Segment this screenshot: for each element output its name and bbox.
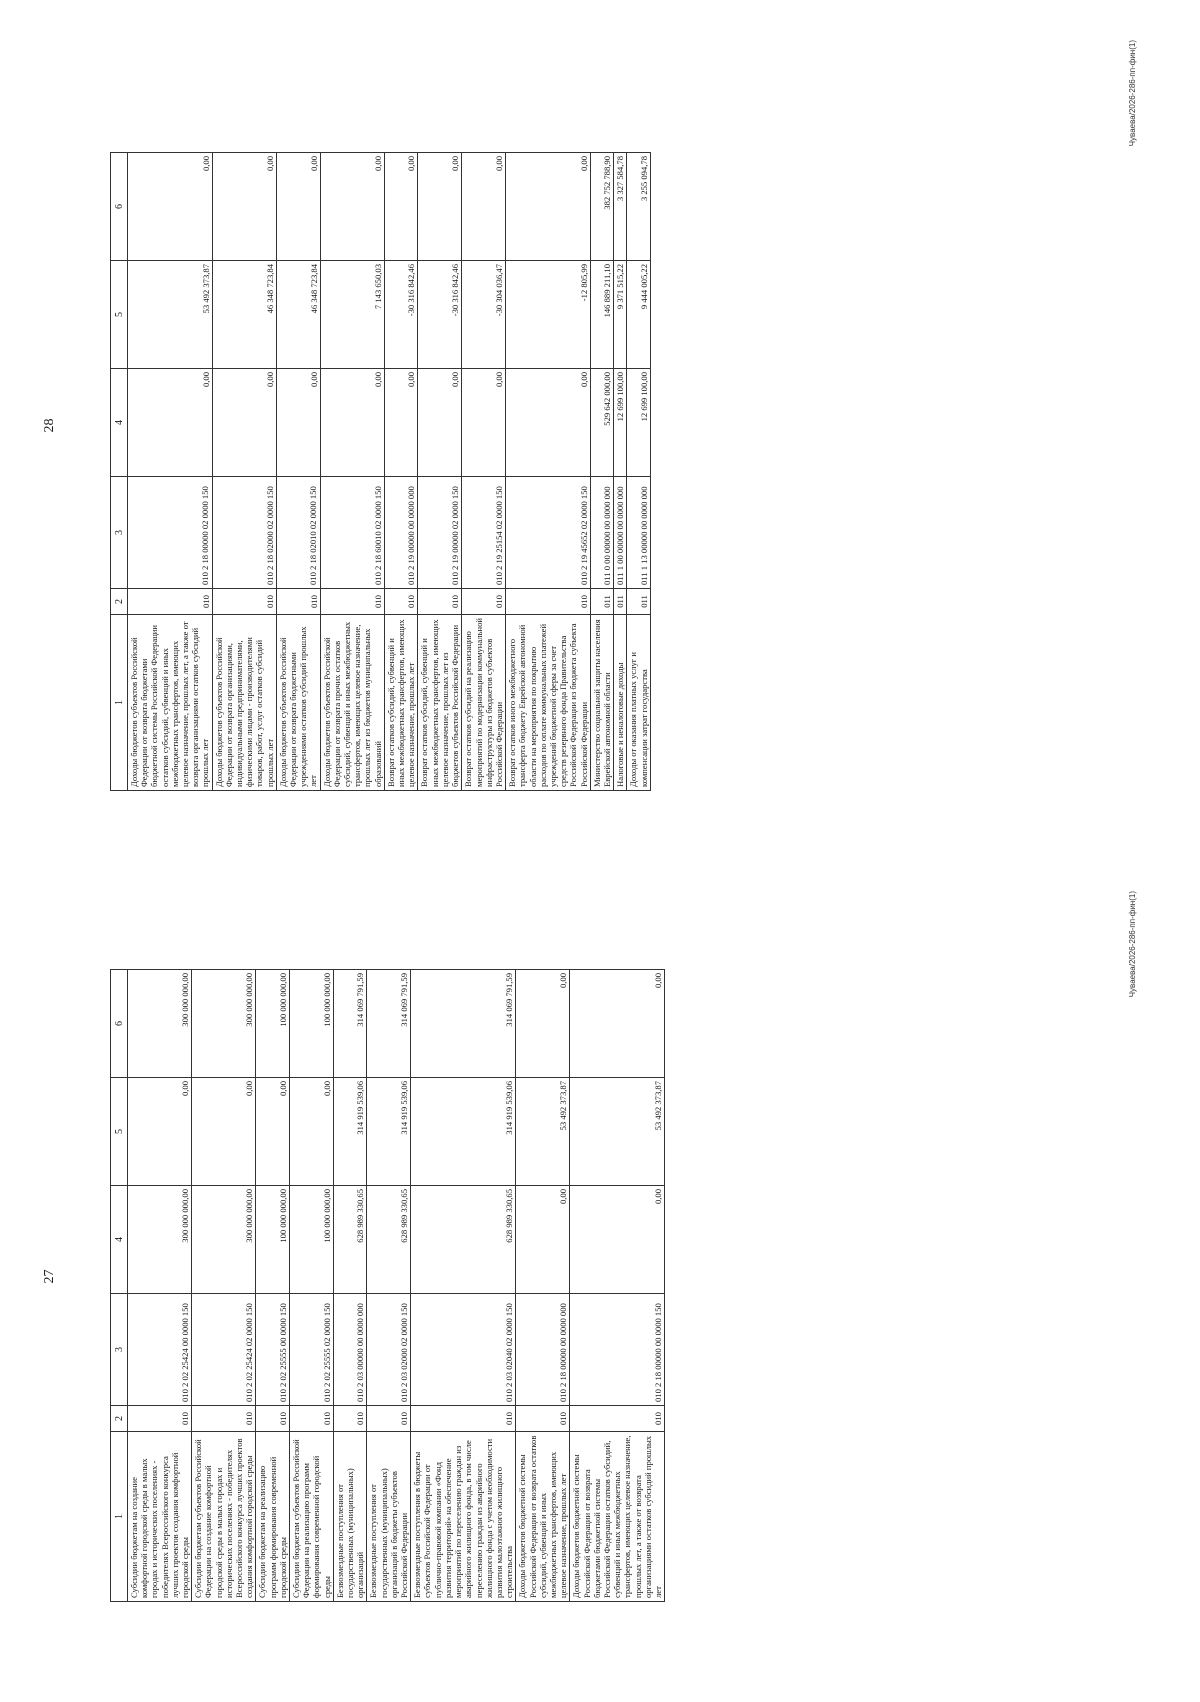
amount-col5: 46 348 723,84 xyxy=(212,261,276,369)
column-header: 4 xyxy=(111,369,128,477)
revenue-table xyxy=(110,152,651,791)
amount-col4: 100 000 000,00 xyxy=(256,1186,290,1294)
amount-col6: 314 069 791,59 xyxy=(333,970,367,1078)
table-row xyxy=(627,153,650,791)
amount-col5: 9 444 005,22 xyxy=(627,261,650,369)
classification-code: 010 2 19 45652 02 0000 150 xyxy=(506,477,591,589)
page-number: 28 xyxy=(42,418,57,433)
revenue-name: Субсидии бюджетам на реализацию программ формирования современной городской среды xyxy=(256,1432,290,1602)
classification-code: 010 2 03 02040 02 0000 150 xyxy=(411,1294,516,1406)
page-number: 27 xyxy=(42,1269,57,1284)
amount-col6: 300 000 000,00 xyxy=(128,970,192,1078)
revenue-name: Доходы бюджетов субъектов Российской Федерации от возврата прочих остатков субсидий, субвенций и иных межбюджетных трансфертов, имеющих целевое назначение, прошлых лет из бюджетов муниципальных образований xyxy=(320,615,384,791)
column-header: 3 xyxy=(111,1294,128,1406)
amount-col6: 100 000 000,00 xyxy=(256,970,290,1078)
admin-code: 010 xyxy=(367,1406,411,1432)
classification-code: 010 2 19 00000 00 0000 000 xyxy=(384,477,418,589)
admin-code: 011 xyxy=(614,589,627,615)
amount-col4: 0,00 xyxy=(212,369,276,477)
admin-code: 010 xyxy=(276,589,320,615)
table-row xyxy=(614,153,627,791)
amount-col5: -30 316 842,46 xyxy=(384,261,418,369)
column-header: 2 xyxy=(111,589,128,615)
amount-col6: 3 327 584,78 xyxy=(614,153,627,261)
column-header: 5 xyxy=(111,261,128,369)
classification-code: 010 2 03 00000 00 0000 000 xyxy=(333,1294,367,1406)
revenue-name: Доходы бюджетов субъектов Российской Федерации от возврата организациями, индивидуальными предпринимателями, физическими лицами - производителями товаров, работ, услуг остатков субсидий прошлых лет xyxy=(212,615,276,791)
admin-code: 010 xyxy=(290,1406,334,1432)
page-footer: Чуваева/2026-286-пп-фин(1) xyxy=(1128,891,1137,998)
table-row xyxy=(276,153,320,791)
revenue-name: Субсидии бюджетам субъектов Российской Федерации на реализацию программ формирования современной городской среды xyxy=(290,1432,334,1602)
amount-col5: 53 492 373,87 xyxy=(570,1078,665,1186)
amount-col4: 0,00 xyxy=(506,369,591,477)
amount-col6: 300 000 000,00 xyxy=(192,970,256,1078)
amount-col4: 0,00 xyxy=(570,1186,665,1294)
revenue-name: Возврат остатков субсидий, субвенций и иных межбюджетных трансфертов, имеющих целевое назначение, прошлых лет xyxy=(384,615,418,791)
classification-code: 010 2 02 25555 02 0000 150 xyxy=(290,1294,334,1406)
amount-col4: 0,00 xyxy=(418,369,462,477)
amount-col5: 7 143 650,03 xyxy=(320,261,384,369)
amount-col6: 0,00 xyxy=(212,153,276,261)
amount-col4: 12 699 100,00 xyxy=(627,369,650,477)
amount-col5: 0,00 xyxy=(192,1078,256,1186)
amount-col5: 314 919 539,06 xyxy=(333,1078,367,1186)
admin-code: 010 xyxy=(506,589,591,615)
amount-col5: 46 348 723,84 xyxy=(276,261,320,369)
revenue-name: Безвозмездные поступления от государственных (муниципальных) организаций xyxy=(333,1432,367,1602)
classification-code: 010 2 19 00000 02 0000 150 xyxy=(418,477,462,589)
classification-code: 010 2 18 60010 02 0000 150 xyxy=(320,477,384,589)
amount-col5: 53 492 373,87 xyxy=(516,1078,570,1186)
amount-col5: 0,00 xyxy=(128,1078,192,1186)
amount-col6: 0,00 xyxy=(570,970,665,1078)
amount-col6: 0,00 xyxy=(276,153,320,261)
revenue-name: Субсидии бюджетам субъектов Российской Федерации на создание комфортной городской среды в малых городах и исторических поселениях - победителях Всероссийского конкурса лучших проектов создания комфортной городской среды xyxy=(192,1432,256,1602)
amount-col4: 628 989 330,65 xyxy=(411,1186,516,1294)
amount-col6: 314 069 791,59 xyxy=(367,970,411,1078)
admin-code: 010 xyxy=(320,589,384,615)
classification-code: 011 0 00 00000 00 0000 000 xyxy=(590,477,613,589)
amount-col4: 0,00 xyxy=(128,369,213,477)
amount-col4: 0,00 xyxy=(384,369,418,477)
amount-col6: 100 000 000,00 xyxy=(290,970,334,1078)
revenue-name: Безвозмездные поступления в бюджеты субъектов Российской Федерации от публично-правовой компании «Фонд развития территорий» на обеспечение мероприятий по переселению граждан из аварийного жилищного фонда, в том числе переселению граждан из аварийного жилищного фонда с учетом необходимости развития малоэтажного жилищного строительства xyxy=(411,1432,516,1602)
revenue-name: Доходы бюджетов бюджетной системы Российской Федерации от возврата бюджетами бюджетной системы Российской Федерации остатков субсидий, субвенций и иных межбюджетных трансфертов, имеющих целевое назначение, прошлых лет, а также от возврата организациями остатков субсидий прошлых лет xyxy=(570,1432,665,1602)
classification-code: 010 2 02 25424 02 0000 150 xyxy=(192,1294,256,1406)
classification-code: 010 2 18 00000 02 0000 150 xyxy=(128,477,213,589)
column-header: 6 xyxy=(111,153,128,261)
amount-col6: 314 069 791,59 xyxy=(411,970,516,1078)
revenue-name: Возврат остатков субсидий на реализацию мероприятий по модернизации коммунальной инфраструктуры из бюджетов субъектов Российской Федерации xyxy=(462,615,506,791)
table-row xyxy=(411,970,516,1602)
admin-code: 010 xyxy=(128,1406,192,1432)
table-row xyxy=(462,153,506,791)
table-row xyxy=(192,970,256,1602)
amount-col6: 382 752 788,90 xyxy=(590,153,613,261)
revenue-name: Субсидии бюджетам на создание комфортной городской среды в малых городах и исторических поселениях - победителях Всероссийского конкурса лучших проектов создания комфортной городской среды xyxy=(128,1432,192,1602)
amount-col5: -30 316 842,46 xyxy=(418,261,462,369)
table-row xyxy=(516,970,570,1602)
admin-code: 010 xyxy=(128,589,213,615)
page-27 xyxy=(0,851,1200,1702)
amount-col4: 100 000 000,00 xyxy=(290,1186,334,1294)
table-row xyxy=(590,153,613,791)
amount-col5: 0,00 xyxy=(256,1078,290,1186)
column-header: 5 xyxy=(111,1078,128,1186)
amount-col6: 0,00 xyxy=(506,153,591,261)
table-row xyxy=(290,970,334,1602)
table-row xyxy=(570,970,665,1602)
revenue-name: Доходы бюджетов субъектов Российской Федерации от возврата бюджетами бюджетной системы Российской Федерации остатков субсидий, субвенций и иных межбюджетных трансфертов, имеющих целевое назначение, прошлых лет, а также от возврата организациями остатков субсидий прошлых лет xyxy=(128,615,213,791)
column-number-row xyxy=(111,153,128,791)
revenue-name: Министерство социальной защиты населения Еврейской автономной области xyxy=(590,615,613,791)
revenue-name: Доходы бюджетов субъектов Российской Федерации от возврата бюджетными учреждениями остатков субсидий прошлых лет xyxy=(276,615,320,791)
amount-col5: 146 889 211,10 xyxy=(590,261,613,369)
amount-col4: 12 699 100,00 xyxy=(614,369,627,477)
revenue-name: Безвозмездные поступления от государственных (муниципальных) организаций в бюджеты субъектов Российской Федерации xyxy=(367,1432,411,1602)
column-header: 1 xyxy=(111,615,128,791)
amount-col5: 9 371 515,22 xyxy=(614,261,627,369)
amount-col4: 0,00 xyxy=(320,369,384,477)
column-header: 6 xyxy=(111,970,128,1078)
table-row xyxy=(128,970,192,1602)
classification-code: 010 2 18 00000 00 0000 000 xyxy=(516,1294,570,1406)
admin-code: 010 xyxy=(411,1406,516,1432)
classification-code: 010 2 18 02000 02 0000 150 xyxy=(212,477,276,589)
admin-code: 010 xyxy=(462,589,506,615)
revenue-name: Налоговые и неналоговые доходы xyxy=(614,615,627,791)
amount-col6: 0,00 xyxy=(418,153,462,261)
classification-code: 011 1 13 00000 00 0000 000 xyxy=(627,477,650,589)
amount-col5: 314 919 539,06 xyxy=(367,1078,411,1186)
amount-col5: 53 492 373,87 xyxy=(128,261,213,369)
classification-code: 010 2 18 02010 02 0000 150 xyxy=(276,477,320,589)
amount-col6: 0,00 xyxy=(384,153,418,261)
amount-col4: 300 000 000,00 xyxy=(192,1186,256,1294)
amount-col6: 0,00 xyxy=(516,970,570,1078)
table-row xyxy=(506,153,591,791)
classification-code: 010 2 19 25154 02 0000 150 xyxy=(462,477,506,589)
table-row xyxy=(367,970,411,1602)
table-row xyxy=(256,970,290,1602)
table-row xyxy=(320,153,384,791)
amount-col4: 529 642 000,00 xyxy=(590,369,613,477)
classification-code: 011 1 00 00000 00 0000 000 xyxy=(614,477,627,589)
amount-col6: 0,00 xyxy=(128,153,213,261)
amount-col5: -30 304 036,47 xyxy=(462,261,506,369)
admin-code: 010 xyxy=(570,1406,665,1432)
classification-code: 010 2 18 00000 00 0000 150 xyxy=(570,1294,665,1406)
page-footer: Чуваева/2026-286-пп-фин(1) xyxy=(1128,40,1137,147)
revenue-name: Доходы бюджетов бюджетной системы Российской Федерации от возврата остатков субсидий, субвенций и иных межбюджетных трансфертов, имеющих целевое назначение, прошлых лет xyxy=(516,1432,570,1602)
classification-code: 010 2 02 25555 00 0000 150 xyxy=(256,1294,290,1406)
admin-code: 010 xyxy=(256,1406,290,1432)
admin-code: 010 xyxy=(212,589,276,615)
admin-code: 011 xyxy=(590,589,613,615)
admin-code: 011 xyxy=(627,589,650,615)
amount-col5: 0,00 xyxy=(290,1078,334,1186)
column-number-row xyxy=(111,970,128,1602)
table-row xyxy=(212,153,276,791)
revenue-name: Возврат остатков субсидий, субвенций и иных межбюджетных трансфертов, имеющих целевое назначение, прошлых лет из бюджетов субъектов Российской Федерации xyxy=(418,615,462,791)
revenue-name: Доходы от оказания платных услуг и компенсации затрат государства xyxy=(627,615,650,791)
column-header: 3 xyxy=(111,477,128,589)
amount-col6: 0,00 xyxy=(320,153,384,261)
table-row xyxy=(128,153,213,791)
revenue-table xyxy=(110,969,665,1602)
admin-code: 010 xyxy=(333,1406,367,1432)
amount-col4: 300 000 000,00 xyxy=(128,1186,192,1294)
column-header: 4 xyxy=(111,1186,128,1294)
table-row xyxy=(384,153,418,791)
amount-col4: 0,00 xyxy=(276,369,320,477)
amount-col6: 3 255 094,78 xyxy=(627,153,650,261)
amount-col4: 0,00 xyxy=(516,1186,570,1294)
revenue-name: Возврат остатков иного межбюджетного трансферта бюджету Еврейской автономной области на мероприятия по покрытию расходов по оплате коммунальных платежей учреждений бюджетной сферы за счет средств резервного фонда Правительства Российской Федерации из бюджета субъекта Российской Федерации xyxy=(506,615,591,791)
amount-col6: 0,00 xyxy=(462,153,506,261)
amount-col4: 0,00 xyxy=(462,369,506,477)
table-row xyxy=(333,970,367,1602)
admin-code: 010 xyxy=(516,1406,570,1432)
classification-code: 010 2 02 25424 00 0000 150 xyxy=(128,1294,192,1406)
table-row xyxy=(418,153,462,791)
admin-code: 010 xyxy=(384,589,418,615)
amount-col5: 314 919 539,06 xyxy=(411,1078,516,1186)
admin-code: 010 xyxy=(192,1406,256,1432)
classification-code: 010 2 03 02000 02 0000 150 xyxy=(367,1294,411,1406)
column-header: 1 xyxy=(111,1432,128,1602)
amount-col4: 628 989 330,65 xyxy=(333,1186,367,1294)
column-header: 2 xyxy=(111,1406,128,1432)
admin-code: 010 xyxy=(418,589,462,615)
amount-col4: 628 989 330,65 xyxy=(367,1186,411,1294)
amount-col5: -12 805,99 xyxy=(506,261,591,369)
